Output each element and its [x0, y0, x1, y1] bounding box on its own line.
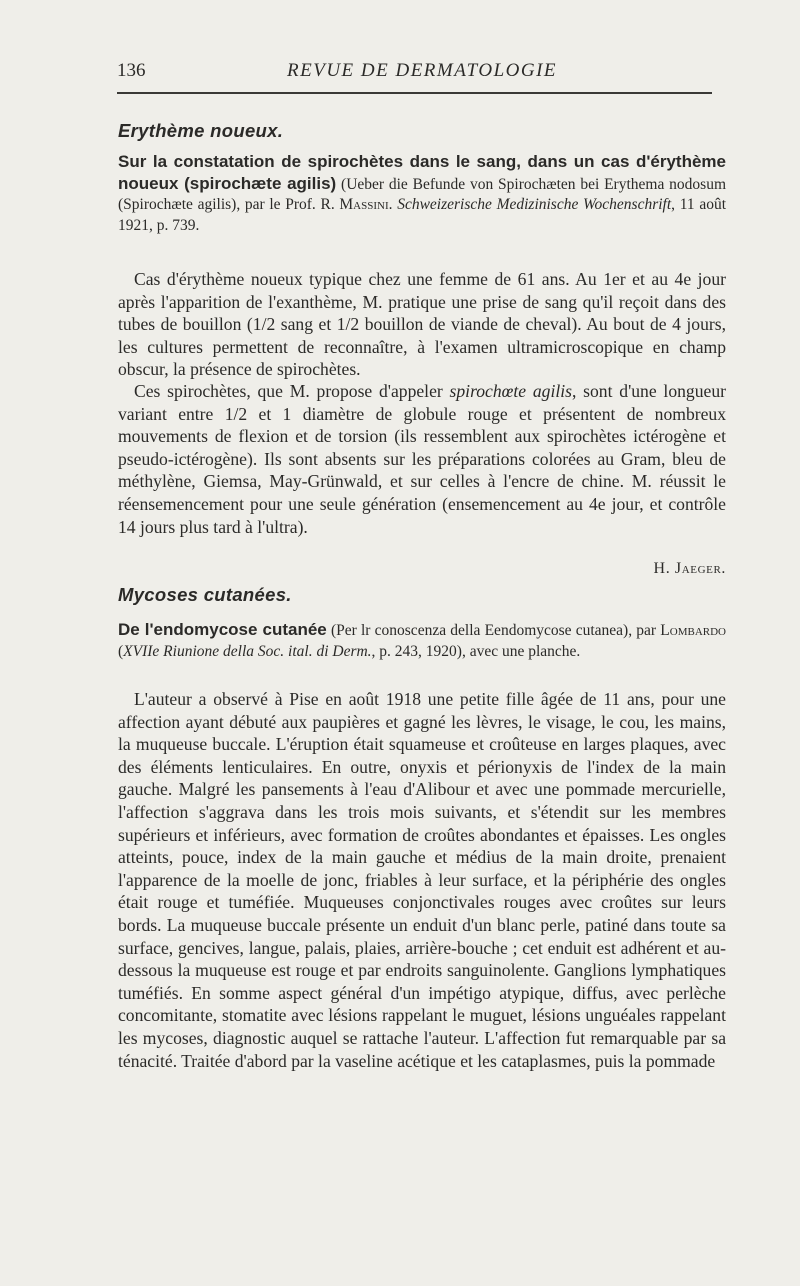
author-signature: H. Jaeger. [653, 560, 726, 577]
reference-journal: Schweizerische Medizinische Wochenschrift [397, 196, 672, 213]
section-heading-erytheme: Erythème noueux. [118, 120, 284, 141]
running-head [117, 60, 717, 86]
page-number: 136 [117, 60, 146, 81]
journal-title: REVUE DE DERMATOLOGIE [287, 60, 558, 81]
reference-author: Lombardo [660, 622, 726, 639]
paragraph-spirochetes: Ces spirochètes, que M. propose d'appeler spirochœte agilis, sont d'une longueur variant entre 1/2 et 1 diamètre de globule rouge et présentent de nombreux mouvements de flexion et de torsion (ils ressemblent aux spirochètes ictérogène et pseudo-ictérogène). Ils sont absents sur les préparations colorées au Gram, bleu de méthylène, Giemsa, May-Grünwald, et sur celles à l'encre de chine. M. réussit le réensemencement pour une seule génération (ensemencement au 4e jour, et contrôle 14 jours plus tard à l'ultra). [118, 381, 726, 537]
reference-title: De l'endomycose cutanée [118, 620, 327, 639]
reference-mycoses: De l'endomycose cutanée (Per lr conoscenza della Eendomycose cutanea), par Lombardo (XVIIe Riunione della Soc. ital. di Derm., p. 243, 1920), avec une planche. [118, 620, 726, 660]
header-rule [117, 92, 712, 94]
paragraph-observation: L'auteur a observé à Pise en août 1918 une petite fille âgée de 11 ans, pour une affection ayant débuté aux paupières et gagné les lèvres, le visage, le cou, les mains, la muqueuse buccale. L'éruption était squameuse et croûteuse en larges plaques, avec des éléments lenticulaires. En outre, onyxis et périonyxis de l'index de la main gauche. Malgré les pansements à l'eau d'Alibour et avec une pommade mercurielle, l'affection s'aggrava dans les trois mois suivants, et s'étendit sur les membres supérieurs et inférieurs, avec formation de croûtes abondantes et épaisses. Les ongles atteints, pouce, index de la main gauche et médius de la main droite, prenaient l'apparence de la moelle de jonc, friables à leur surface, et la périphérie des ongles était rouge et tuméfiée. Muqueuses conjonctivales rouges avec croûtes sur leurs bords. La muqueuse buccale présente un enduit d'un blanc perle, patiné dans toute sa surface, gencives, langue, palais, plaies, arrière-bouche ; cet enduit est adhérent et au-dessous la muqueuse est rouge et par endroits sanguinolente. Ganglions lymphatiques tuméfiés. En somme aspect général d'un impétigo atypique, diffus, avec perlèche concomitante, stomatite avec lésions rappelant le muguet, lésions unguéales rappelant les mycoses, diagnostic auquel se rattache l'auteur. L'affection fut remarquable par sa ténacité. Traitée d'abord par la vaseline acétique et les cataplasmes, puis la pommade [118, 689, 726, 1071]
reference-title: Sur la constatation de spirochètes dans le sang, dans un cas d'érythème noueux (spirochæte agilis) [118, 152, 726, 193]
reference-journal: XVIIe Riunione della Soc. ital. di Derm. [123, 642, 372, 660]
reference-source: (Ueber die Befunde von Spirochæten bei Erythema nodosum (Spirochæte agilis), par le Prof. R. [118, 175, 727, 213]
reference-date: , p. 243, 1920), avec une planche. [371, 642, 581, 660]
section-heading-mycoses: Mycoses cutanées. [118, 584, 292, 605]
reference-source: (Per lr conoscenza della Eendomycose cutanea), par [326, 622, 661, 639]
species-name: spirochœte agilis [449, 381, 572, 401]
reference-author: Massini [339, 196, 389, 213]
paragraph-case: Cas d'érythème noueux typique chez une femme de 61 ans. Au 1er et au 4e jour après l'apparition de l'exanthème, M. pratique une prise de sang qu'il reçoit dans des tubes de bouillon (1/2 sang et 1/2 bouillon de viande de cheval). Au bout de 4 jours, les cultures permettent de reconnaître, à l'examen ultramicroscopique en champ obscur, la présence de spirochètes. [118, 269, 726, 380]
reference-date: , 11 août 1921, p. 739. [118, 196, 727, 234]
reference-erytheme: Sur la constatation de spirochètes dans le sang, dans un cas d'érythème noueux (spirochæte agilis) (Ueber die Befunde von Spirochæten bei Erythema nodosum (Spirochæte agilis), par le Prof. R. Massini. Schweizerische Medizinische Wochenschrift, 11 août 1921, p. 739. [118, 152, 727, 234]
